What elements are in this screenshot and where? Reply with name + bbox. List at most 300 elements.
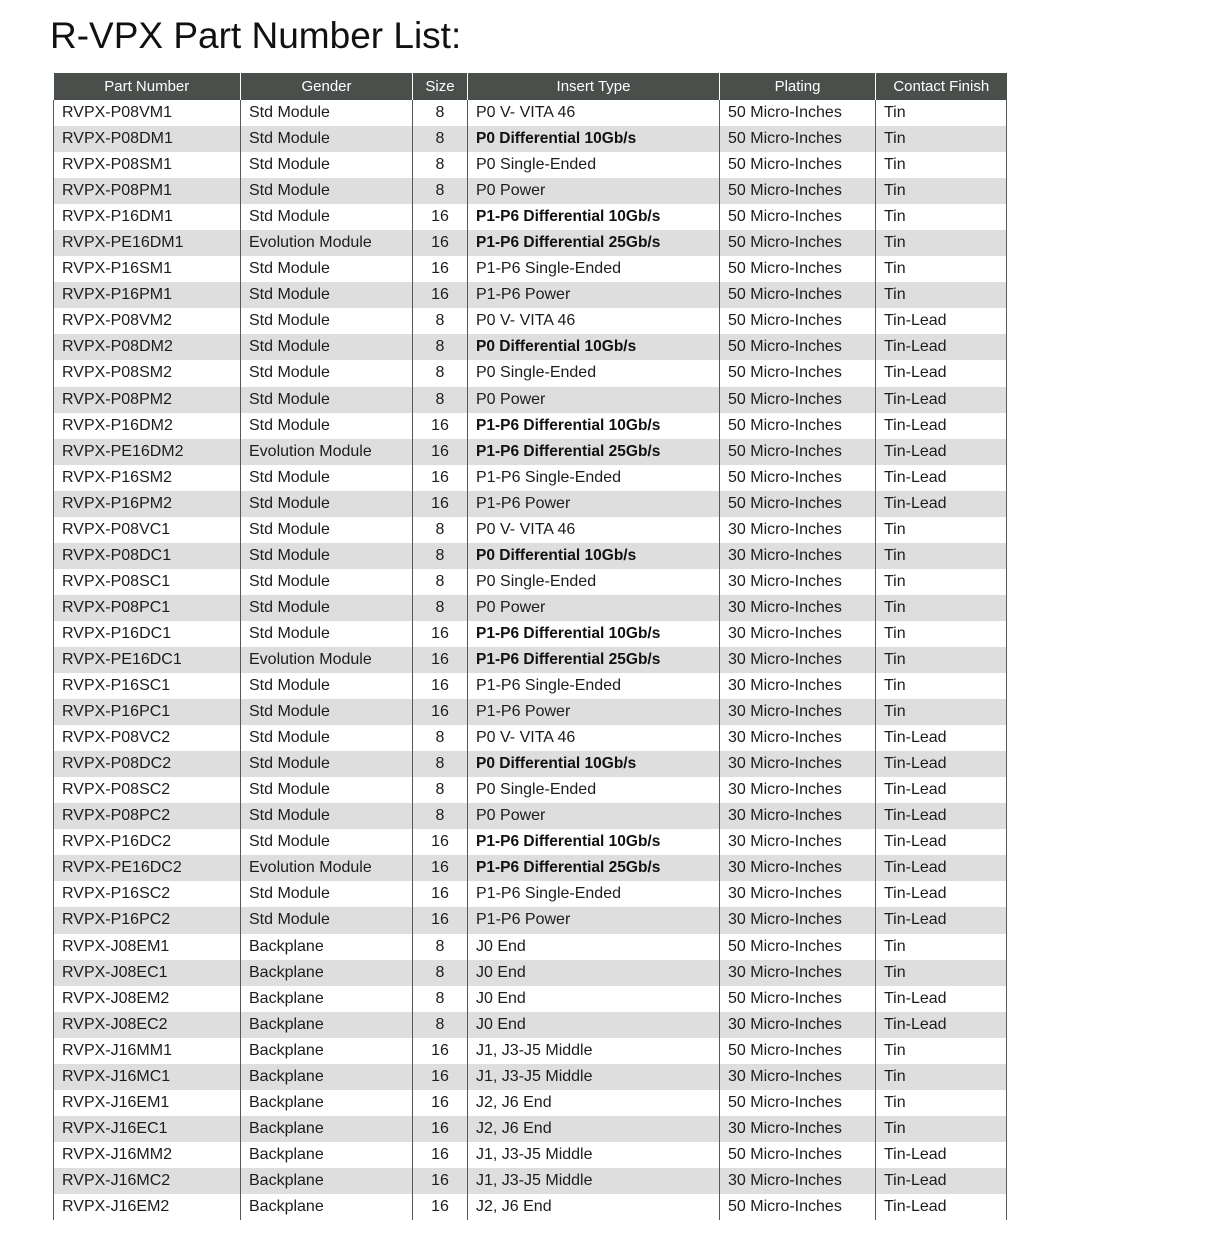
table-row: [54, 282, 1007, 308]
insert-type-cell: P0 V- VITA 46: [468, 725, 720, 751]
size-cell: 8: [413, 517, 468, 543]
part-number-cell: RVPX-P08PC1: [54, 595, 241, 621]
gender-cell: Backplane: [241, 1064, 413, 1090]
size-cell: 16: [413, 256, 468, 282]
table-row: [54, 100, 1007, 126]
insert-type-cell: P0 V- VITA 46: [468, 308, 720, 334]
part-number-cell: RVPX-P08DM2: [54, 334, 241, 360]
page-title: R-VPX Part Number List:: [50, 15, 462, 56]
part-number-cell: RVPX-P08SM1: [54, 152, 241, 178]
insert-type-cell: J2, J6 End: [468, 1090, 720, 1116]
insert-type-cell: J2, J6 End: [468, 1194, 720, 1220]
part-number-cell: RVPX-P08SC1: [54, 569, 241, 595]
size-cell: 8: [413, 595, 468, 621]
size-cell: 8: [413, 543, 468, 569]
table-row: [54, 725, 1007, 751]
plating-cell: 50 Micro-Inches: [720, 152, 876, 178]
insert-type-cell: P1-P6 Differential 10Gb/s: [468, 829, 720, 855]
table-row: [54, 1012, 1007, 1038]
column-header-size: Size: [413, 73, 468, 100]
plating-cell: 30 Micro-Inches: [720, 751, 876, 777]
plating-cell: 30 Micro-Inches: [720, 647, 876, 673]
table-row: [54, 334, 1007, 360]
contact-finish-cell: Tin-Lead: [876, 1012, 1007, 1038]
size-cell: 8: [413, 960, 468, 986]
table-row: [54, 673, 1007, 699]
plating-cell: 30 Micro-Inches: [720, 725, 876, 751]
insert-type-cell: P0 Single-Ended: [468, 360, 720, 386]
part-number-cell: RVPX-P08DC1: [54, 543, 241, 569]
contact-finish-cell: Tin-Lead: [876, 334, 1007, 360]
contact-finish-cell: Tin: [876, 100, 1007, 126]
part-number-cell: RVPX-P16PC1: [54, 699, 241, 725]
table-row: [54, 256, 1007, 282]
plating-cell: 30 Micro-Inches: [720, 829, 876, 855]
size-cell: 16: [413, 1116, 468, 1142]
contact-finish-cell: Tin: [876, 569, 1007, 595]
gender-cell: Std Module: [241, 829, 413, 855]
insert-type-cell: P1-P6 Differential 10Gb/s: [468, 413, 720, 439]
table-body: [54, 100, 1007, 1220]
plating-cell: 30 Micro-Inches: [720, 1012, 876, 1038]
part-number-cell: RVPX-P08VM2: [54, 308, 241, 334]
contact-finish-cell: Tin: [876, 152, 1007, 178]
contact-finish-cell: Tin: [876, 960, 1007, 986]
insert-type-cell: P1-P6 Differential 10Gb/s: [468, 204, 720, 230]
contact-finish-cell: Tin-Lead: [876, 855, 1007, 881]
table-row: [54, 699, 1007, 725]
insert-type-cell: J1, J3-J5 Middle: [468, 1064, 720, 1090]
insert-type-cell: J0 End: [468, 1012, 720, 1038]
table-row: [54, 751, 1007, 777]
contact-finish-cell: Tin: [876, 699, 1007, 725]
contact-finish-cell: Tin-Lead: [876, 413, 1007, 439]
plating-cell: 50 Micro-Inches: [720, 126, 876, 152]
plating-cell: 30 Micro-Inches: [720, 1168, 876, 1194]
table-row: [54, 126, 1007, 152]
insert-type-cell: J1, J3-J5 Middle: [468, 1142, 720, 1168]
insert-type-cell: P0 Power: [468, 178, 720, 204]
size-cell: 8: [413, 777, 468, 803]
plating-cell: 30 Micro-Inches: [720, 1116, 876, 1142]
insert-type-cell: P1-P6 Power: [468, 491, 720, 517]
plating-cell: 50 Micro-Inches: [720, 1194, 876, 1220]
contact-finish-cell: Tin: [876, 256, 1007, 282]
contact-finish-cell: Tin-Lead: [876, 465, 1007, 491]
part-number-cell: RVPX-J16MM1: [54, 1038, 241, 1064]
part-number-cell: RVPX-J16EM1: [54, 1090, 241, 1116]
gender-cell: Std Module: [241, 178, 413, 204]
size-cell: 16: [413, 699, 468, 725]
size-cell: 8: [413, 1012, 468, 1038]
insert-type-cell: P0 Differential 10Gb/s: [468, 126, 720, 152]
insert-type-cell: P1-P6 Differential 25Gb/s: [468, 647, 720, 673]
size-cell: 16: [413, 413, 468, 439]
gender-cell: Std Module: [241, 360, 413, 386]
part-number-cell: RVPX-J08EC2: [54, 1012, 241, 1038]
contact-finish-cell: Tin: [876, 1116, 1007, 1142]
gender-cell: Std Module: [241, 543, 413, 569]
insert-type-cell: P0 Power: [468, 387, 720, 413]
plating-cell: 30 Micro-Inches: [720, 803, 876, 829]
part-number-cell: RVPX-P16PM2: [54, 491, 241, 517]
part-number-cell: RVPX-P16SC2: [54, 881, 241, 907]
size-cell: 8: [413, 387, 468, 413]
contact-finish-cell: Tin-Lead: [876, 907, 1007, 933]
contact-finish-cell: Tin-Lead: [876, 308, 1007, 334]
contact-finish-cell: Tin: [876, 126, 1007, 152]
gender-cell: Std Module: [241, 803, 413, 829]
contact-finish-cell: Tin-Lead: [876, 1194, 1007, 1220]
table-row: [54, 1142, 1007, 1168]
size-cell: 16: [413, 1168, 468, 1194]
table-row: [54, 907, 1007, 933]
column-header-part-number: Part Number: [54, 73, 241, 100]
size-cell: 8: [413, 100, 468, 126]
gender-cell: Evolution Module: [241, 855, 413, 881]
insert-type-cell: P0 Differential 10Gb/s: [468, 543, 720, 569]
gender-cell: Std Module: [241, 907, 413, 933]
contact-finish-cell: Tin: [876, 1064, 1007, 1090]
gender-cell: Std Module: [241, 387, 413, 413]
size-cell: 8: [413, 308, 468, 334]
table-row: [54, 621, 1007, 647]
insert-type-cell: P1-P6 Single-Ended: [468, 256, 720, 282]
gender-cell: Evolution Module: [241, 230, 413, 256]
part-number-cell: RVPX-P16DM2: [54, 413, 241, 439]
gender-cell: Std Module: [241, 699, 413, 725]
plating-cell: 30 Micro-Inches: [720, 1064, 876, 1090]
insert-type-cell: P0 Single-Ended: [468, 569, 720, 595]
part-number-cell: RVPX-P08DM1: [54, 126, 241, 152]
table-row: [54, 934, 1007, 960]
contact-finish-cell: Tin: [876, 647, 1007, 673]
plating-cell: 30 Micro-Inches: [720, 673, 876, 699]
insert-type-cell: P1-P6 Power: [468, 907, 720, 933]
table-row: [54, 517, 1007, 543]
size-cell: 16: [413, 647, 468, 673]
table-row: [54, 413, 1007, 439]
gender-cell: Backplane: [241, 1116, 413, 1142]
table-row: [54, 986, 1007, 1012]
insert-type-cell: J0 End: [468, 960, 720, 986]
size-cell: 16: [413, 1090, 468, 1116]
size-cell: 16: [413, 829, 468, 855]
table-row: [54, 543, 1007, 569]
plating-cell: 50 Micro-Inches: [720, 282, 876, 308]
plating-cell: 30 Micro-Inches: [720, 777, 876, 803]
size-cell: 8: [413, 569, 468, 595]
size-cell: 8: [413, 126, 468, 152]
plating-cell: 50 Micro-Inches: [720, 1038, 876, 1064]
gender-cell: Std Module: [241, 334, 413, 360]
contact-finish-cell: Tin: [876, 673, 1007, 699]
part-number-cell: RVPX-J08EM2: [54, 986, 241, 1012]
part-number-cell: RVPX-PE16DM1: [54, 230, 241, 256]
part-number-cell: RVPX-P16DC1: [54, 621, 241, 647]
table-row: [54, 387, 1007, 413]
contact-finish-cell: Tin-Lead: [876, 777, 1007, 803]
plating-cell: 30 Micro-Inches: [720, 595, 876, 621]
size-cell: 16: [413, 1142, 468, 1168]
plating-cell: 30 Micro-Inches: [720, 621, 876, 647]
size-cell: 16: [413, 282, 468, 308]
insert-type-cell: J0 End: [468, 934, 720, 960]
contact-finish-cell: Tin-Lead: [876, 1168, 1007, 1194]
table-row: [54, 1090, 1007, 1116]
table-row: [54, 1194, 1007, 1220]
size-cell: 8: [413, 986, 468, 1012]
gender-cell: Std Module: [241, 100, 413, 126]
plating-cell: 50 Micro-Inches: [720, 1090, 876, 1116]
contact-finish-cell: Tin: [876, 1090, 1007, 1116]
table-row: [54, 439, 1007, 465]
table-row: [54, 465, 1007, 491]
column-header-contact-finish: Contact Finish: [876, 73, 1007, 100]
plating-cell: 30 Micro-Inches: [720, 569, 876, 595]
table-row: [54, 881, 1007, 907]
part-number-cell: RVPX-J16MC2: [54, 1168, 241, 1194]
insert-type-cell: P1-P6 Differential 25Gb/s: [468, 230, 720, 256]
plating-cell: 50 Micro-Inches: [720, 334, 876, 360]
gender-cell: Std Module: [241, 751, 413, 777]
gender-cell: Backplane: [241, 1038, 413, 1064]
insert-type-cell: P1-P6 Single-Ended: [468, 881, 720, 907]
size-cell: 8: [413, 751, 468, 777]
size-cell: 16: [413, 621, 468, 647]
table-row: [54, 1116, 1007, 1142]
table-row: [54, 178, 1007, 204]
plating-cell: 50 Micro-Inches: [720, 100, 876, 126]
plating-cell: 50 Micro-Inches: [720, 413, 876, 439]
table-row: [54, 829, 1007, 855]
table-row: [54, 777, 1007, 803]
gender-cell: Evolution Module: [241, 439, 413, 465]
gender-cell: Std Module: [241, 673, 413, 699]
plating-cell: 50 Micro-Inches: [720, 491, 876, 517]
part-number-cell: RVPX-P08PM1: [54, 178, 241, 204]
part-number-cell: RVPX-P16PC2: [54, 907, 241, 933]
contact-finish-cell: Tin-Lead: [876, 881, 1007, 907]
contact-finish-cell: Tin: [876, 621, 1007, 647]
gender-cell: Backplane: [241, 1142, 413, 1168]
table-row: [54, 230, 1007, 256]
contact-finish-cell: Tin: [876, 178, 1007, 204]
gender-cell: Backplane: [241, 1012, 413, 1038]
size-cell: 16: [413, 1194, 468, 1220]
plating-cell: 50 Micro-Inches: [720, 178, 876, 204]
gender-cell: Std Module: [241, 465, 413, 491]
gender-cell: Std Module: [241, 569, 413, 595]
gender-cell: Backplane: [241, 960, 413, 986]
contact-finish-cell: Tin-Lead: [876, 360, 1007, 386]
size-cell: 16: [413, 230, 468, 256]
size-cell: 8: [413, 803, 468, 829]
insert-type-cell: P1-P6 Power: [468, 699, 720, 725]
contact-finish-cell: Tin: [876, 934, 1007, 960]
plating-cell: 30 Micro-Inches: [720, 543, 876, 569]
gender-cell: Std Module: [241, 725, 413, 751]
gender-cell: Backplane: [241, 934, 413, 960]
contact-finish-cell: Tin-Lead: [876, 491, 1007, 517]
table-row: [54, 569, 1007, 595]
insert-type-cell: P0 Power: [468, 595, 720, 621]
plating-cell: 50 Micro-Inches: [720, 360, 876, 386]
plating-cell: 50 Micro-Inches: [720, 256, 876, 282]
part-number-cell: RVPX-PE16DC1: [54, 647, 241, 673]
gender-cell: Std Module: [241, 491, 413, 517]
contact-finish-cell: Tin-Lead: [876, 439, 1007, 465]
plating-cell: 30 Micro-Inches: [720, 960, 876, 986]
plating-cell: 30 Micro-Inches: [720, 855, 876, 881]
insert-type-cell: P0 Power: [468, 803, 720, 829]
size-cell: 8: [413, 360, 468, 386]
gender-cell: Std Module: [241, 621, 413, 647]
contact-finish-cell: Tin: [876, 282, 1007, 308]
part-number-cell: RVPX-P08SM2: [54, 360, 241, 386]
table-row: [54, 855, 1007, 881]
insert-type-cell: P0 Single-Ended: [468, 152, 720, 178]
insert-type-cell: P1-P6 Differential 25Gb/s: [468, 439, 720, 465]
contact-finish-cell: Tin-Lead: [876, 986, 1007, 1012]
column-header-insert-type: Insert Type: [468, 73, 720, 100]
size-cell: 8: [413, 178, 468, 204]
size-cell: 16: [413, 1038, 468, 1064]
plating-cell: 50 Micro-Inches: [720, 986, 876, 1012]
size-cell: 16: [413, 439, 468, 465]
size-cell: 8: [413, 334, 468, 360]
plating-cell: 50 Micro-Inches: [720, 230, 876, 256]
insert-type-cell: J0 End: [468, 986, 720, 1012]
gender-cell: Std Module: [241, 777, 413, 803]
part-number-cell: RVPX-J16EM2: [54, 1194, 241, 1220]
insert-type-cell: P1-P6 Differential 25Gb/s: [468, 855, 720, 881]
part-number-cell: RVPX-P16DM1: [54, 204, 241, 230]
gender-cell: Std Module: [241, 152, 413, 178]
table-row: [54, 1168, 1007, 1194]
table-row: [54, 308, 1007, 334]
insert-type-cell: P0 Single-Ended: [468, 777, 720, 803]
table-row: [54, 803, 1007, 829]
insert-type-cell: J1, J3-J5 Middle: [468, 1168, 720, 1194]
size-cell: 8: [413, 934, 468, 960]
part-number-cell: RVPX-P08VC2: [54, 725, 241, 751]
insert-type-cell: P0 Differential 10Gb/s: [468, 334, 720, 360]
insert-type-cell: P0 Differential 10Gb/s: [468, 751, 720, 777]
insert-type-cell: P1-P6 Differential 10Gb/s: [468, 621, 720, 647]
contact-finish-cell: Tin: [876, 204, 1007, 230]
insert-type-cell: J2, J6 End: [468, 1116, 720, 1142]
contact-finish-cell: Tin-Lead: [876, 803, 1007, 829]
size-cell: 16: [413, 881, 468, 907]
table-row: [54, 595, 1007, 621]
contact-finish-cell: Tin: [876, 1038, 1007, 1064]
size-cell: 16: [413, 491, 468, 517]
part-number-cell: RVPX-PE16DC2: [54, 855, 241, 881]
part-number-cell: RVPX-J16MC1: [54, 1064, 241, 1090]
insert-type-cell: P1-P6 Single-Ended: [468, 673, 720, 699]
table-row: [54, 204, 1007, 230]
part-number-cell: RVPX-P08VM1: [54, 100, 241, 126]
insert-type-cell: P1-P6 Power: [468, 282, 720, 308]
insert-type-cell: J1, J3-J5 Middle: [468, 1038, 720, 1064]
table-row: [54, 491, 1007, 517]
part-number-cell: RVPX-P08DC2: [54, 751, 241, 777]
insert-type-cell: P1-P6 Single-Ended: [468, 465, 720, 491]
gender-cell: Std Module: [241, 595, 413, 621]
plating-cell: 50 Micro-Inches: [720, 439, 876, 465]
part-number-cell: RVPX-P16SC1: [54, 673, 241, 699]
size-cell: 16: [413, 1064, 468, 1090]
table-row: [54, 152, 1007, 178]
size-cell: 16: [413, 907, 468, 933]
gender-cell: Std Module: [241, 413, 413, 439]
plating-cell: 30 Micro-Inches: [720, 517, 876, 543]
plating-cell: 30 Micro-Inches: [720, 907, 876, 933]
part-number-cell: RVPX-J08EC1: [54, 960, 241, 986]
part-number-cell: RVPX-PE16DM2: [54, 439, 241, 465]
table-header-row: [54, 73, 1007, 100]
gender-cell: Evolution Module: [241, 647, 413, 673]
contact-finish-cell: Tin-Lead: [876, 1142, 1007, 1168]
gender-cell: Backplane: [241, 986, 413, 1012]
table-row: [54, 1064, 1007, 1090]
part-number-cell: RVPX-J08EM1: [54, 934, 241, 960]
plating-cell: 50 Micro-Inches: [720, 308, 876, 334]
contact-finish-cell: Tin: [876, 595, 1007, 621]
contact-finish-cell: Tin-Lead: [876, 751, 1007, 777]
plating-cell: 50 Micro-Inches: [720, 934, 876, 960]
gender-cell: Std Module: [241, 517, 413, 543]
part-number-cell: RVPX-P08PC2: [54, 803, 241, 829]
part-number-cell: RVPX-P16SM2: [54, 465, 241, 491]
insert-type-cell: P0 V- VITA 46: [468, 100, 720, 126]
plating-cell: 50 Micro-Inches: [720, 465, 876, 491]
size-cell: 8: [413, 725, 468, 751]
column-header-plating: Plating: [720, 73, 876, 100]
part-number-cell: RVPX-P08VC1: [54, 517, 241, 543]
contact-finish-cell: Tin: [876, 230, 1007, 256]
plating-cell: 30 Micro-Inches: [720, 699, 876, 725]
gender-cell: Std Module: [241, 282, 413, 308]
part-number-table: [53, 73, 1007, 1220]
part-number-cell: RVPX-J16MM2: [54, 1142, 241, 1168]
gender-cell: Std Module: [241, 308, 413, 334]
plating-cell: 50 Micro-Inches: [720, 204, 876, 230]
part-number-cell: RVPX-P16SM1: [54, 256, 241, 282]
gender-cell: Backplane: [241, 1090, 413, 1116]
gender-cell: Backplane: [241, 1168, 413, 1194]
part-number-cell: RVPX-J16EC1: [54, 1116, 241, 1142]
contact-finish-cell: Tin-Lead: [876, 725, 1007, 751]
table-row: [54, 647, 1007, 673]
contact-finish-cell: Tin-Lead: [876, 387, 1007, 413]
contact-finish-cell: Tin-Lead: [876, 829, 1007, 855]
part-number-cell: RVPX-P16PM1: [54, 282, 241, 308]
table-row: [54, 360, 1007, 386]
insert-type-cell: P0 V- VITA 46: [468, 517, 720, 543]
contact-finish-cell: Tin: [876, 543, 1007, 569]
plating-cell: 30 Micro-Inches: [720, 881, 876, 907]
part-number-cell: RVPX-P08SC2: [54, 777, 241, 803]
table-row: [54, 1038, 1007, 1064]
size-cell: 16: [413, 204, 468, 230]
plating-cell: 50 Micro-Inches: [720, 387, 876, 413]
size-cell: 16: [413, 855, 468, 881]
gender-cell: Std Module: [241, 256, 413, 282]
column-header-gender: Gender: [241, 73, 413, 100]
contact-finish-cell: Tin: [876, 517, 1007, 543]
